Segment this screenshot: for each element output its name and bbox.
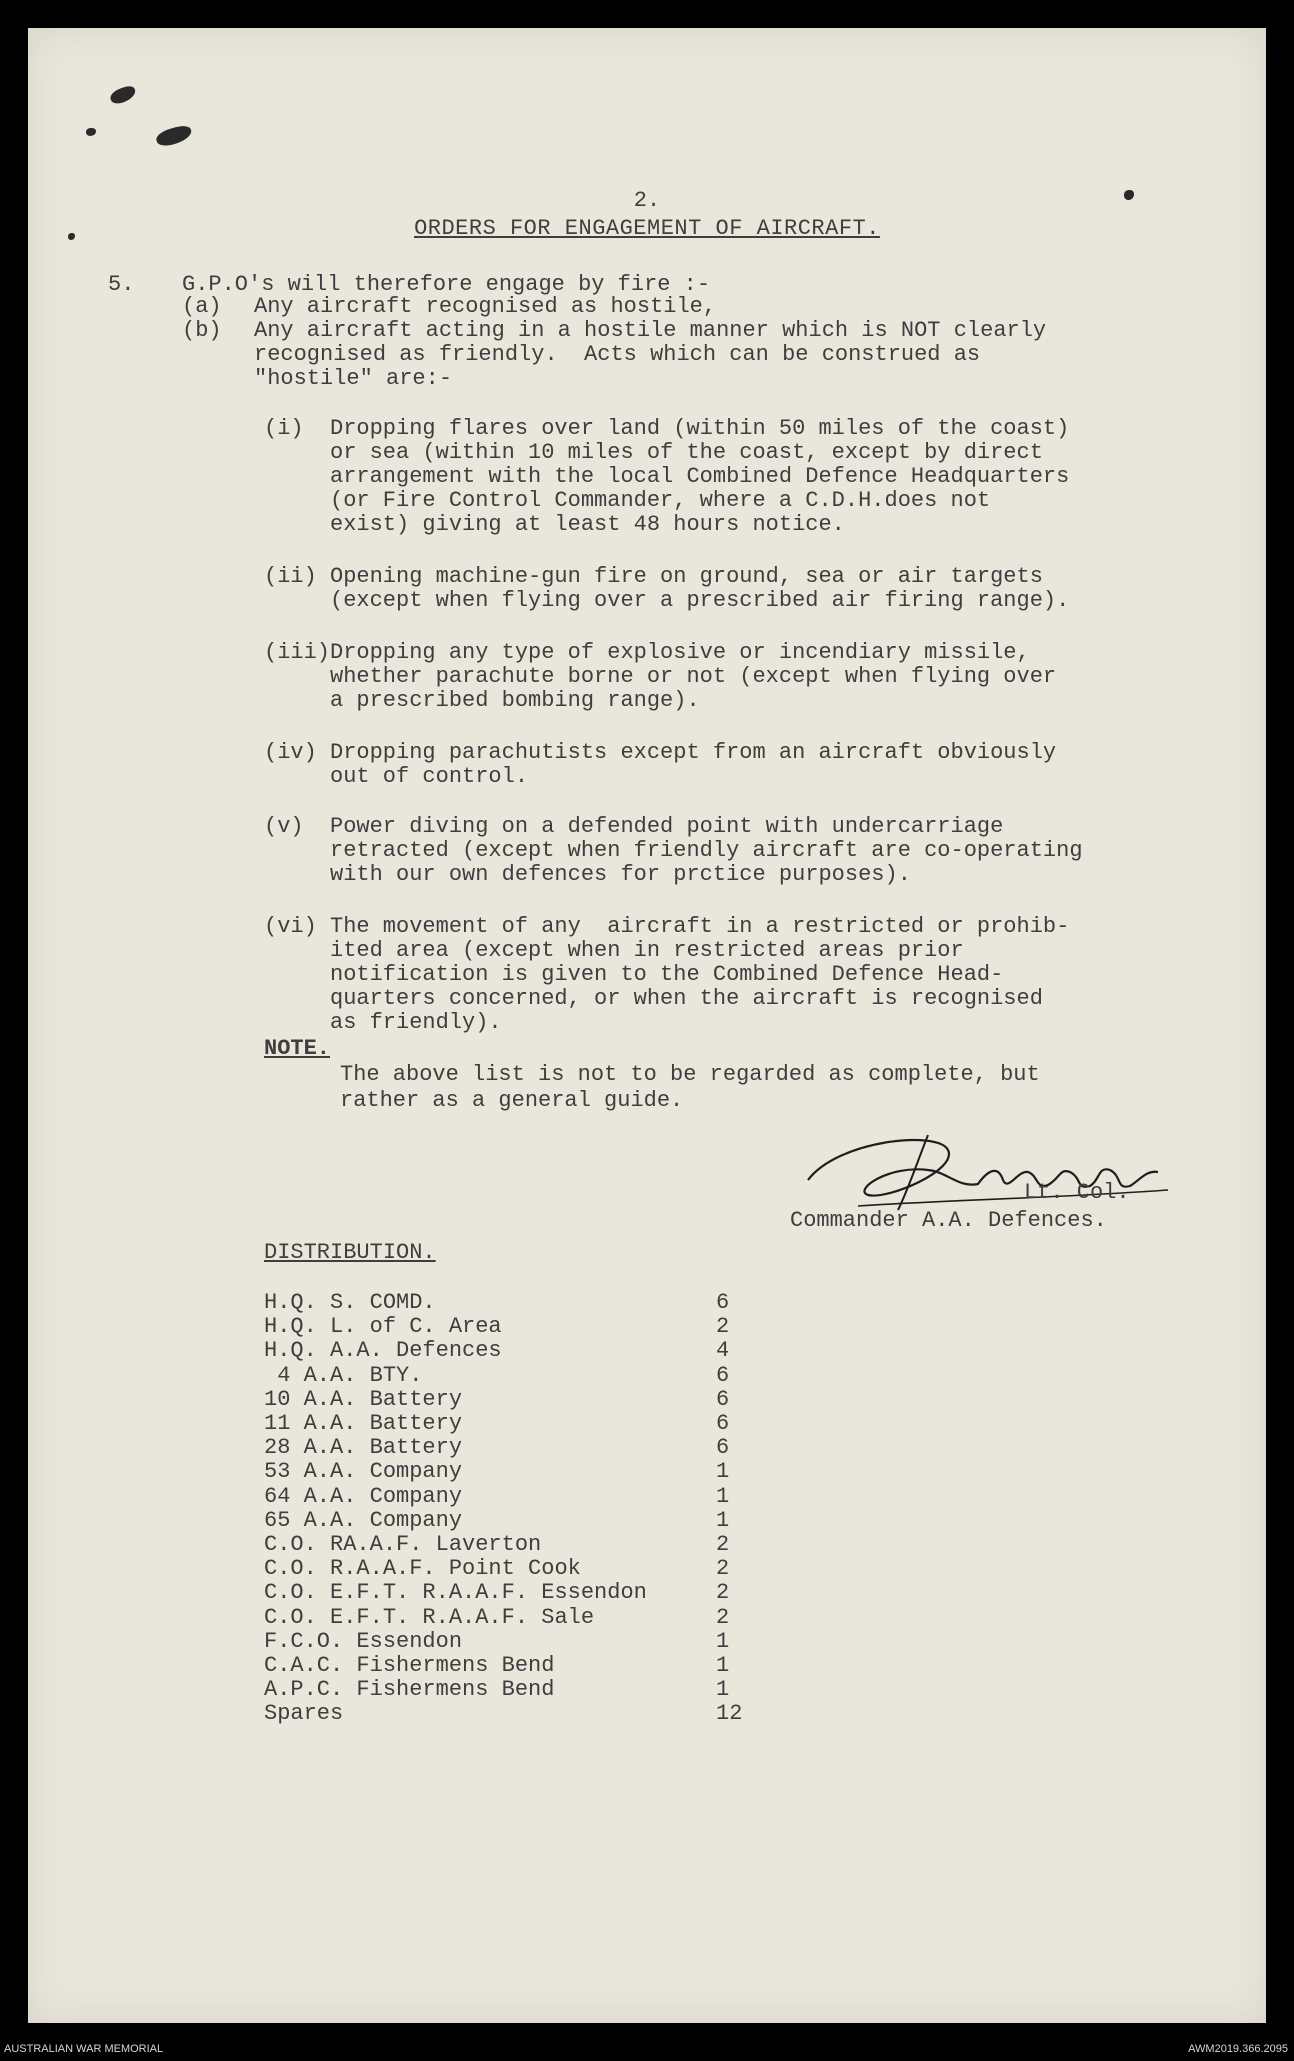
note-line: The above list is not to be regarded as complete, but: [340, 1062, 1040, 1087]
sub-item-line: Dropping any type of explosive or incendiary missile,: [330, 640, 1030, 665]
sub-item-line: ited area (except when in restricted areas prior: [330, 938, 964, 963]
distribution-quantity: 1: [716, 1628, 730, 1654]
distribution-quantity: 2: [716, 1532, 730, 1557]
distribution-recipient: C.O. E.F.T. R.A.A.F. Sale: [264, 1604, 595, 1630]
distribution-quantity: 1: [716, 1653, 730, 1678]
sub-item-label: (vi): [264, 914, 317, 939]
distribution-recipient: 28 A.A. Battery: [264, 1435, 463, 1461]
item-text-b-3: "hostile" are:-: [254, 366, 453, 391]
distribution-quantity: 6: [716, 1411, 730, 1436]
distribution-quantity: 12: [716, 1701, 743, 1727]
sub-item-line: Opening machine-gun fire on ground, sea or air targets: [330, 564, 1043, 589]
para-number: 5.: [108, 272, 135, 297]
sub-item-line: Dropping flares over land (within 50 miles of the coast): [330, 416, 1070, 441]
distribution-recipient: C.O. E.F.T. R.A.A.F. Essendon: [264, 1580, 647, 1606]
sub-item-label: (iii): [264, 640, 331, 665]
page-heading: ORDERS FOR ENGAGEMENT OF AIRCRAFT.: [414, 216, 880, 241]
sub-item-line: out of control.: [330, 764, 529, 789]
distribution-quantity: 1: [716, 1483, 730, 1509]
distribution-quantity: 1: [716, 1507, 730, 1533]
sub-item-line: a prescribed bombing range).: [330, 688, 700, 713]
distribution-recipient: C.O. RA.A.F. Laverton: [264, 1532, 542, 1557]
sub-item-label: (i): [264, 416, 304, 441]
distribution-heading: DISTRIBUTION.: [264, 1240, 436, 1265]
sub-item-line: whether parachute borne or not (except when flying over: [330, 664, 1057, 689]
footer-right: AWM2019.366.2095: [1188, 2043, 1288, 2055]
signature-title: Commander A.A. Defences.: [790, 1208, 1107, 1233]
footer-left: AUSTRALIAN WAR MEMORIAL: [4, 2043, 164, 2055]
distribution-recipient: C.O. R.A.A.F. Point Cook: [264, 1556, 581, 1582]
note-line: rather as a general guide.: [340, 1088, 684, 1113]
sub-item-line: exist) giving at least 48 hours notice.: [330, 512, 845, 537]
distribution-quantity: 6: [716, 1290, 730, 1315]
distribution-quantity: 1: [716, 1459, 730, 1485]
item-label-b: (b): [182, 318, 222, 343]
distribution-quantity: 2: [716, 1580, 730, 1606]
page-number: 2.: [633, 188, 661, 213]
distribution-quantity: 6: [716, 1435, 730, 1461]
distribution-recipient: Spares: [264, 1701, 344, 1727]
sub-item-line: Dropping parachutists except from an aircraft obviously: [330, 740, 1057, 765]
sub-item-line: quarters concerned, or when the aircraft is recognised: [330, 986, 1043, 1011]
item-text-b-2: recognised as friendly. Acts which can be construed as: [254, 342, 981, 367]
sub-item-label: (ii): [264, 564, 317, 589]
distribution-recipient: 11 A.A. Battery: [264, 1411, 463, 1436]
stain-mark: [155, 124, 194, 149]
stain-mark: [86, 128, 96, 136]
sub-item-line: with our own defences for prctice purposes).: [330, 862, 911, 887]
distribution-quantity: 2: [716, 1556, 730, 1582]
sub-item-line: as friendly).: [330, 1010, 502, 1035]
distribution-recipient: 65 A.A. Company: [264, 1507, 463, 1533]
sub-item-line: The movement of any aircraft in a restricted or prohib-: [330, 914, 1070, 939]
sub-item-label: (v): [264, 814, 304, 839]
sub-item-line: (or Fire Control Commander, where a C.D.H.does not: [330, 488, 991, 513]
document-page: [28, 28, 1266, 2023]
distribution-quantity: 6: [716, 1362, 730, 1388]
distribution-recipient: H.Q. A.A. Defences: [264, 1338, 502, 1364]
sub-item-line: (except when flying over a prescribed air firing range).: [330, 588, 1070, 613]
note-label: NOTE.: [264, 1036, 331, 1061]
distribution-quantity: 4: [716, 1338, 730, 1364]
item-label-a: (a): [182, 294, 222, 319]
sub-item-line: notification is given to the Combined Defence Head-: [330, 962, 1004, 987]
sub-item-line: retracted (except when friendly aircraft are co-operating: [330, 838, 1083, 863]
distribution-recipient: 10 A.A. Battery: [264, 1386, 463, 1412]
item-text-b-1: Any aircraft acting in a hostile manner which is NOT clearly: [254, 318, 1047, 343]
distribution-quantity: 2: [716, 1314, 730, 1340]
sub-item-line: arrangement with the local Combined Defence Headquarters: [330, 464, 1070, 489]
distribution-recipient: 64 A.A. Company: [264, 1483, 463, 1509]
item-text-a: Any aircraft recognised as hostile,: [254, 294, 717, 319]
sub-item-line: or sea (within 10 miles of the coast, except by direct: [330, 440, 1043, 465]
distribution-quantity: 1: [716, 1677, 730, 1703]
stain-mark: [108, 84, 137, 106]
distribution-recipient: C.A.C. Fishermens Bend: [264, 1653, 555, 1678]
distribution-recipient: F.C.O. Essendon: [264, 1628, 463, 1654]
distribution-recipient: 53 A.A. Company: [264, 1459, 463, 1485]
distribution-quantity: 2: [716, 1604, 730, 1630]
distribution-recipient: 4 A.A. BTY.: [264, 1362, 423, 1388]
distribution-recipient: H.Q. S. COMD.: [264, 1290, 436, 1315]
para-intro: G.P.O's will therefore engage by fire :-: [182, 272, 711, 297]
signature-rank: Lt. Col.: [1024, 1180, 1130, 1205]
distribution-quantity: 6: [716, 1386, 730, 1412]
sub-item-line: Power diving on a defended point with undercarriage: [330, 814, 1004, 839]
distribution-recipient: A.P.C. Fishermens Bend: [264, 1677, 555, 1703]
distribution-recipient: H.Q. L. of C. Area: [264, 1314, 502, 1340]
sub-item-label: (iv): [264, 740, 317, 765]
